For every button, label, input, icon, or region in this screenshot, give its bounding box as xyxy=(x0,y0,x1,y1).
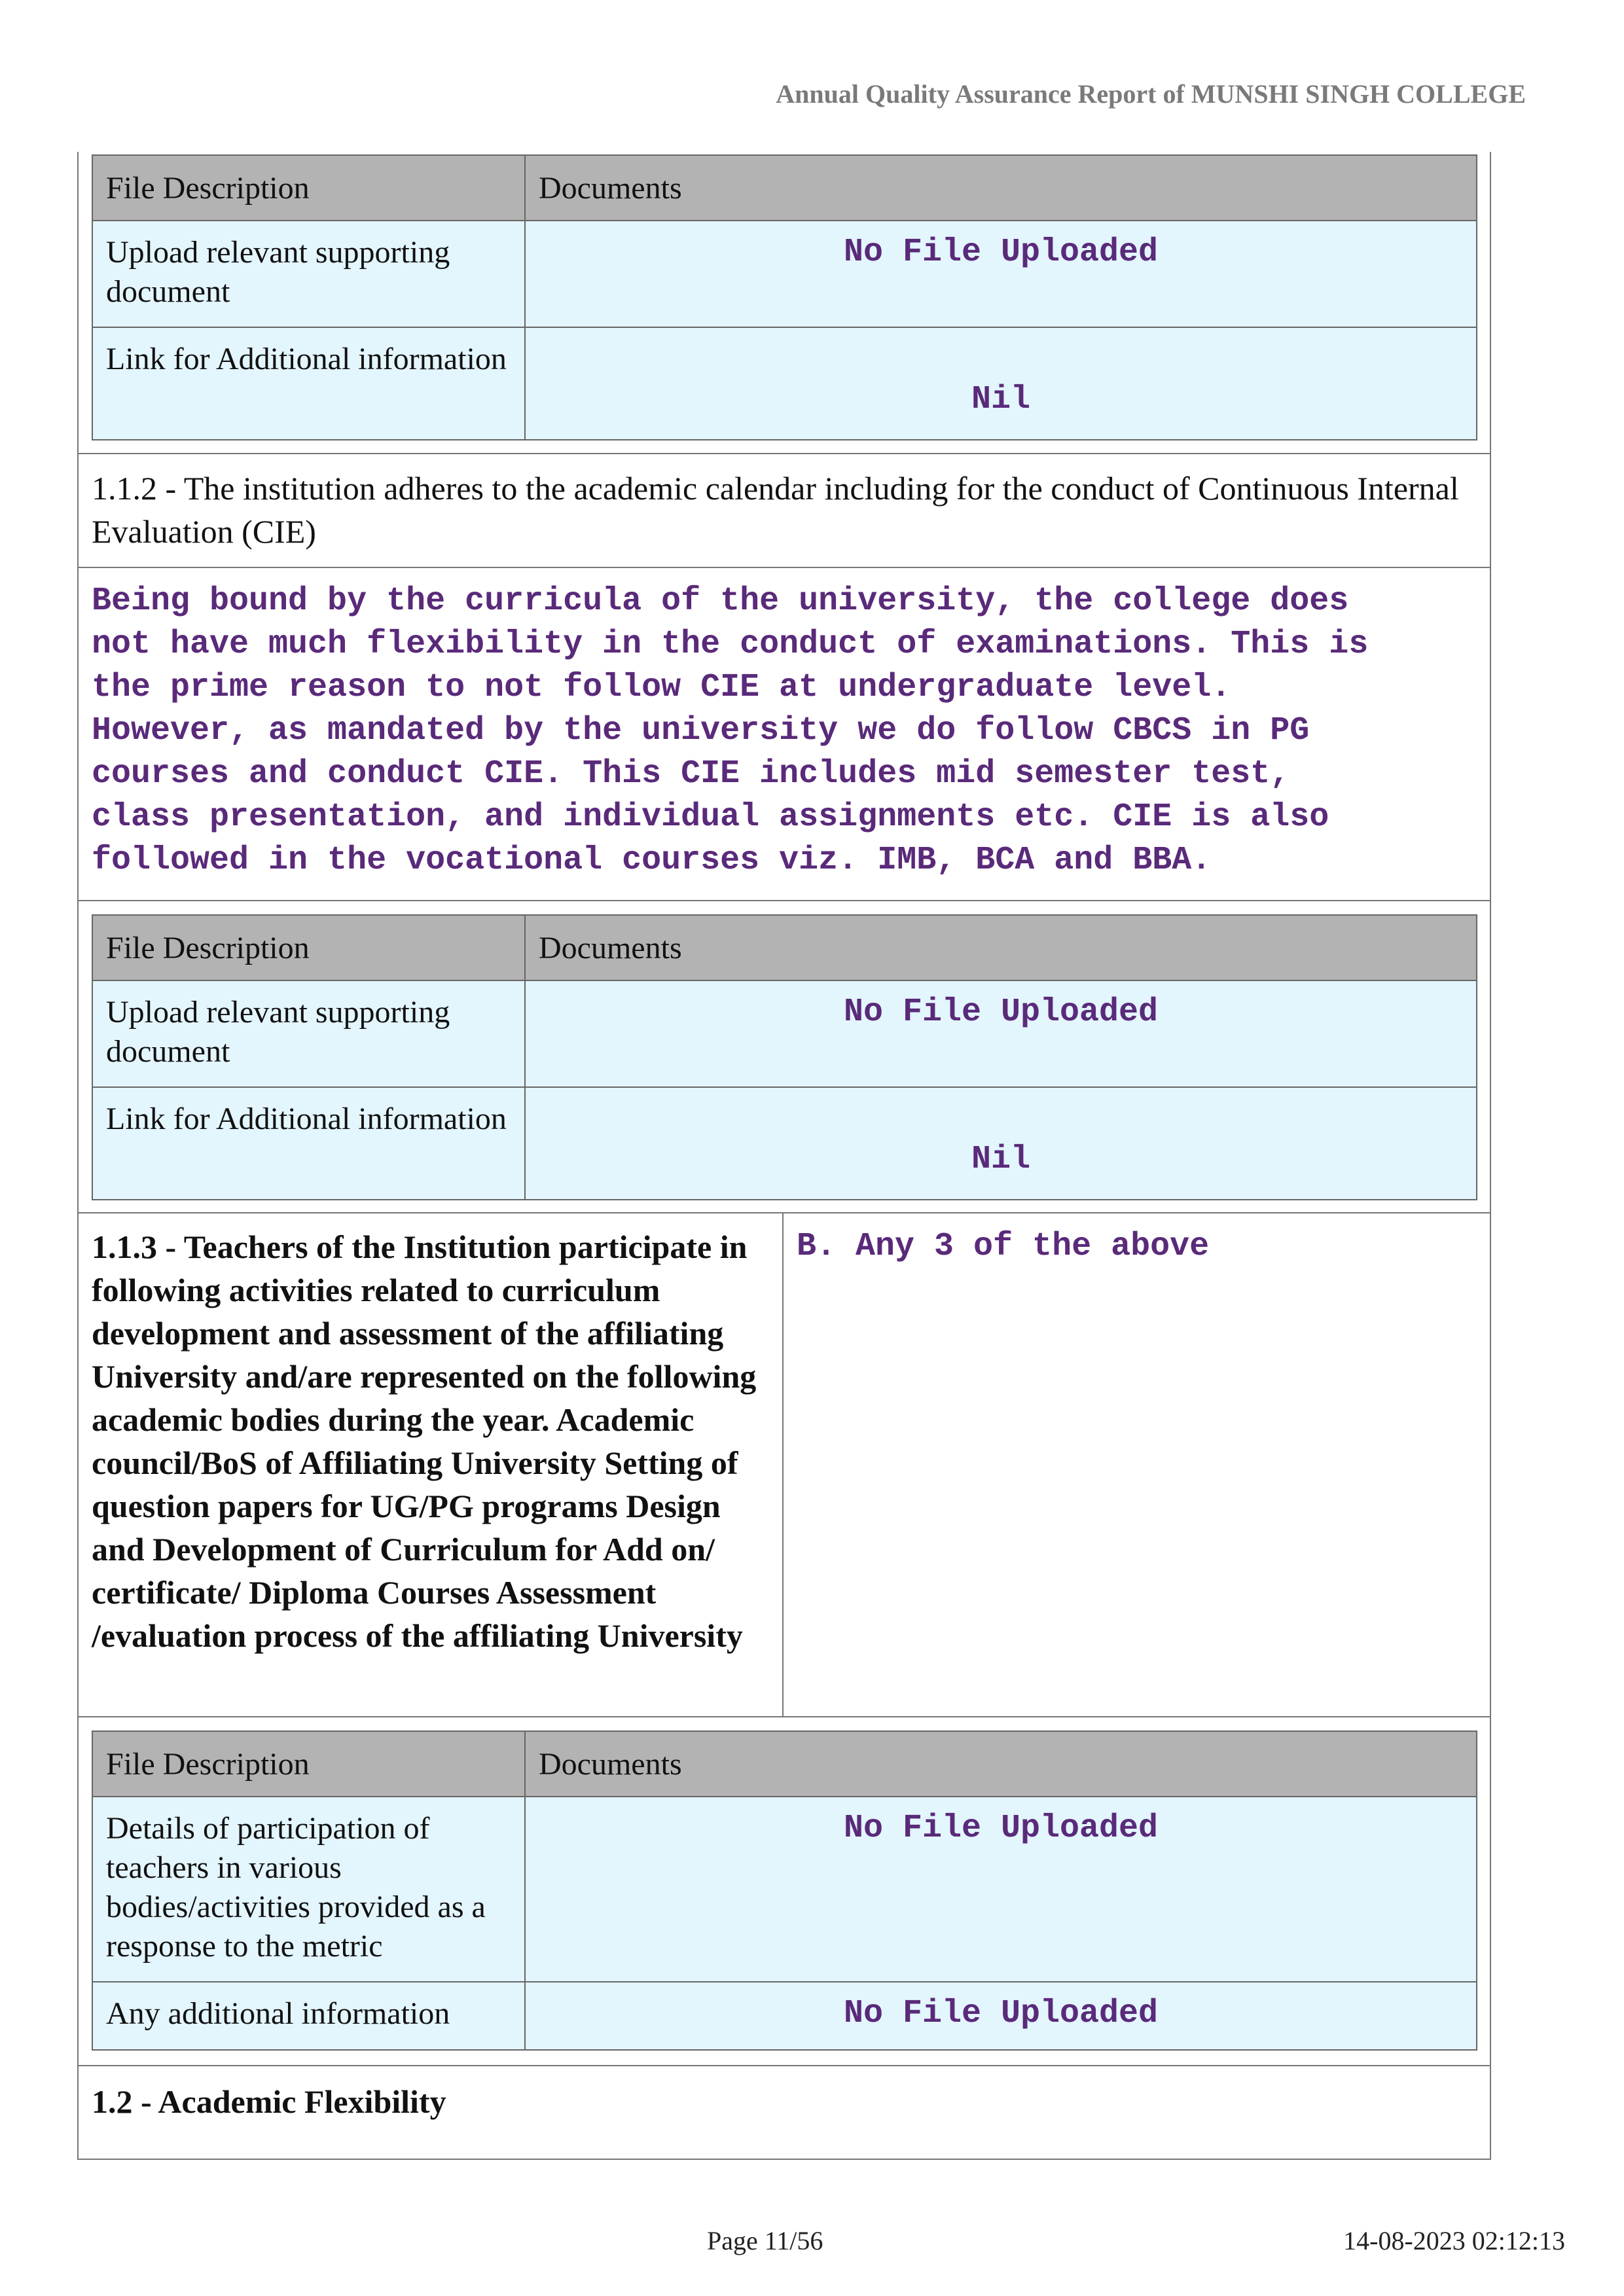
file-description-table-1 xyxy=(92,154,1477,440)
footer-timestamp: 14-08-2023 02:12:13 xyxy=(1343,2226,1565,2255)
divider xyxy=(77,2065,1491,2066)
file-description-table-3 xyxy=(92,1731,1477,2051)
col-documents: Documents xyxy=(525,915,1477,980)
question-1-1-3: 1.1.3 - Teachers of the Institution participate in following activities related to curriculum development and assessment of the affiliating University and/are represented on the following academic bodies during the year. Academic council/BoS of Affiliating University Setting of question papers for UG/PG programs Design and Development of Curriculum for Add on/ certificate/ Diploma Courses Assessment /evaluation process of the affiliating University xyxy=(92,1229,757,1654)
col-file-description: File Description xyxy=(92,155,525,221)
col-file-description: File Description xyxy=(92,915,525,980)
row-label: Link for Additional information xyxy=(92,1087,525,1200)
col-documents: Documents xyxy=(525,1731,1477,1797)
document-status[interactable]: No File Uploaded xyxy=(525,1797,1477,1982)
row-label: Link for Additional information xyxy=(92,327,525,440)
row-label: Details of participation of teachers in various bodies/activities provided as a response to the metric xyxy=(92,1797,525,1982)
divider xyxy=(77,453,1491,454)
document-status[interactable]: No File Uploaded xyxy=(525,221,1477,327)
section-1-2-title: 1.2 - Academic Flexibility xyxy=(92,2083,446,2120)
question-1-1-2: 1.1.2 - The institution adheres to the academic calendar including for the conduct of Continuous Internal Evaluation (CIE) xyxy=(92,470,1459,550)
document-status[interactable]: No File Uploaded xyxy=(525,1982,1477,2050)
divider xyxy=(77,900,1491,901)
answer-1-1-3: B. Any 3 of the above xyxy=(797,1228,1210,1265)
page-number: Page 11/56 xyxy=(707,2226,823,2255)
answer-1-1-2: Being bound by the curricula of the university, the college does not have much flexibility in the conduct of examinations. This is the prime reason to not follow CIE at undergraduate level. However, as mandated by the university we do follow CBCS in PG courses and conduct CIE. This CIE includes mid semester test, class presentation, and individual assignments etc. CIE is also followed in the vocational courses viz. IMB, BCA and BBA. xyxy=(92,583,1369,879)
additional-info-link[interactable]: Nil xyxy=(525,1087,1477,1200)
report-header-title: Annual Quality Assurance Report of MUNSHI SINGH COLLEGE xyxy=(776,79,1526,109)
col-file-description: File Description xyxy=(92,1731,525,1797)
row-label: Upload relevant supporting document xyxy=(92,980,525,1087)
col-documents: Documents xyxy=(525,155,1477,221)
additional-info-link[interactable]: Nil xyxy=(525,327,1477,440)
divider xyxy=(77,567,1491,568)
row-label: Any additional information xyxy=(92,1982,525,2050)
document-status[interactable]: No File Uploaded xyxy=(525,980,1477,1087)
divider xyxy=(77,1212,1491,1213)
column-divider xyxy=(782,1212,784,1716)
row-label: Upload relevant supporting document xyxy=(92,221,525,327)
file-description-table-2 xyxy=(92,914,1477,1200)
divider xyxy=(77,1716,1491,1717)
